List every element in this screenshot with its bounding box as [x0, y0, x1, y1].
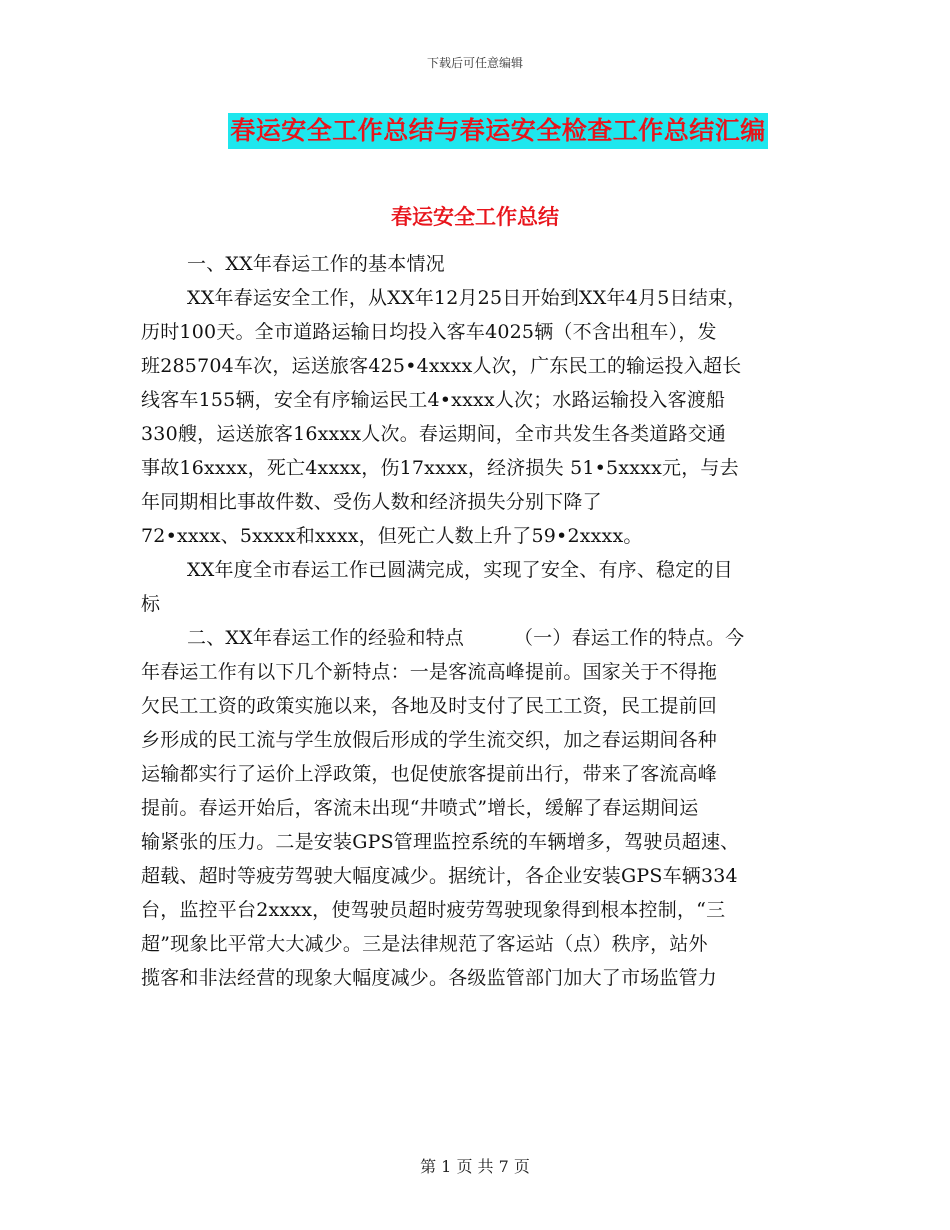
- paragraph-line: XX年度全市春运工作已圆满完成，实现了安全、有序、稳定的目: [187, 559, 733, 581]
- paragraph-line: 事故16xxxx，死亡4xxxx，伤17xxxx，经济损失 51•5xxxx元，与去: [141, 457, 739, 479]
- paragraph-line: XX年春运安全工作，从XX年12月25日开始到XX年4月5日结束，: [187, 287, 747, 309]
- paragraph-line: 提前。春运开始后，客流未出现“井喷式”增长，缓解了春运期间运: [141, 797, 699, 819]
- paragraph-line: 超载、超时等疲劳驾驶大幅度减少。据统计，各企业安装GPS车辆334: [141, 865, 738, 887]
- section-title: 春运安全工作总结: [391, 205, 559, 229]
- paragraph-line: 超”现象比平常大大减少。三是法律规范了客运站（点）秩序，站外: [141, 933, 708, 955]
- paragraph-line: 线客车155辆，安全有序输运民工4•xxxx人次；水路运输投入客渡船: [141, 389, 726, 411]
- document-title-text: 春运安全工作总结与春运安全检查工作总结汇编: [228, 113, 768, 149]
- paragraph-line: 年春运工作有以下几个新特点：一是客流高峰提前。国家关于不得拖: [141, 661, 718, 683]
- heading-basic-situation: 一、XX年春运工作的基本情况: [187, 253, 445, 275]
- paragraph-line: 班285704车次，运送旅客425•4xxxx人次，广东民工的输运投入超长: [141, 355, 742, 377]
- paragraph-line: 欠民工工资的政策实施以来，各地及时支付了民工工资，民工提前回: [141, 695, 718, 717]
- paragraph-line: 年同期相比事故件数、受伤人数和经济损失分别下降了: [141, 491, 602, 513]
- paragraph-line: 72•xxxx、5xxxx和xxxx，但死亡人数上升了59•2xxxx。: [141, 525, 643, 547]
- paragraph-line: 台，监控平台2xxxx，使驾驶员超时疲劳驾驶现象得到根本控制，“三: [141, 899, 726, 921]
- document-title: [0, 113, 950, 149]
- paragraph-line: 运输都实行了运价上浮政策，也促使旅客提前出行，带来了客流高峰: [141, 763, 718, 785]
- page-header-note: 下载后可任意编辑: [426, 56, 523, 70]
- paragraph-line: 标: [141, 593, 161, 615]
- paragraph-line: 输紧张的压力。二是安装GPS管理监控系统的车辆增多，驾驶员超速、: [141, 831, 740, 853]
- paragraph-line: 330艘，运送旅客16xxxx人次。春运期间，全市共发生各类道路交通: [141, 423, 727, 445]
- paragraph-line: 历时100天。全市道路运输日均投入客车4025辆（不含出租车），发: [141, 321, 717, 343]
- paragraph-line: 乡形成的民工流与学生放假后形成的学生流交织，加之春运期间各种: [141, 729, 718, 751]
- body-text: [141, 247, 821, 995]
- page-number-footer: 第 1 页 共 7 页: [420, 1157, 530, 1176]
- paragraph-line: 揽客和非法经营的现象大幅度减少。各级监管部门加大了市场监管力: [141, 967, 718, 989]
- heading-experience-features: 二、XX年春运工作的经验和特点 （一）春运工作的特点。今: [187, 627, 745, 649]
